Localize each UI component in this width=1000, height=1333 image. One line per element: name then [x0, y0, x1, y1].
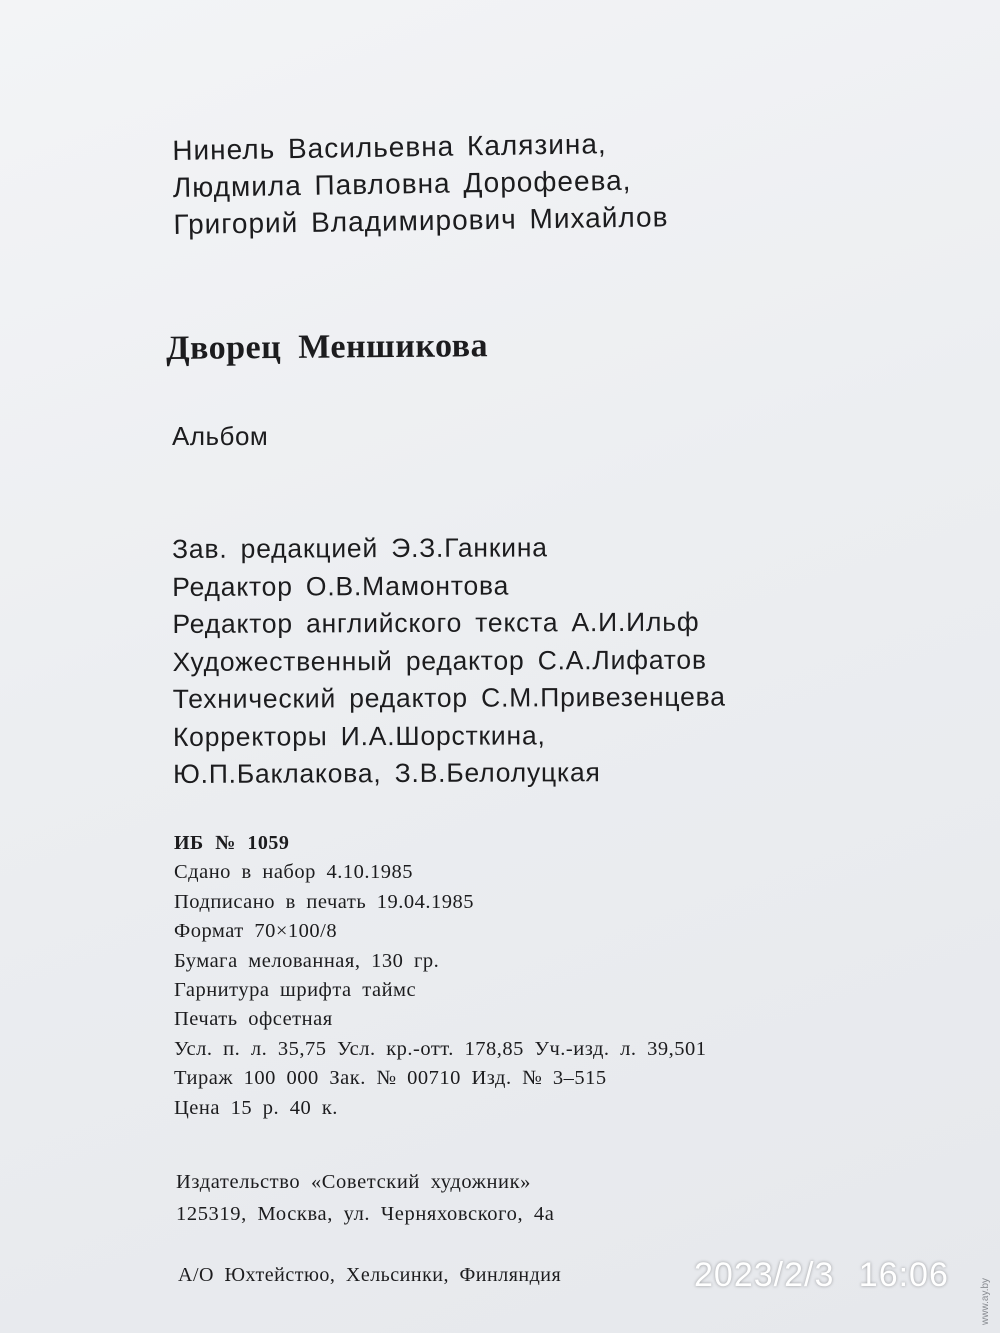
- credit-line: Ю.П.Баклакова, З.В.Белолуцкая: [172, 757, 601, 789]
- imprint-line: Сдано в набор 4.10.1985: [174, 861, 413, 884]
- printer-line: А/О Юхтейстюо, Хельсинки, Финляндия: [178, 1264, 562, 1286]
- author-1: Нинель Васильевна Калязина,: [172, 128, 607, 166]
- ib-number: ИБ № 1059: [174, 832, 290, 854]
- credit-line: Художественный редактор С.А.Лифатов: [172, 644, 707, 677]
- credit-line: Редактор О.В.Мамонтова: [172, 570, 510, 602]
- watermark: www.ay.by: [980, 1277, 991, 1325]
- imprint-line: Подписано в печать 19.04.1985: [174, 890, 475, 913]
- photo-timestamp: 2023/2/3 16:06: [694, 1256, 949, 1294]
- credits-block: [172, 529, 726, 794]
- book-subtitle: Альбом: [172, 421, 269, 451]
- imprint-line: Гарнитура шрифта таймс: [174, 979, 417, 1002]
- publisher-address: 125319, Москва, ул. Черняховского, 4а: [176, 1203, 555, 1225]
- imprint-line: Цена 15 р. 40 к.: [174, 1096, 338, 1119]
- author-3: Григорий Владимирович Михайлов: [173, 201, 669, 240]
- imprint-line: Тираж 100 000 Зак. № 00710 Изд. № 3–515: [174, 1067, 607, 1090]
- credit-line: Зав. редакцией Э.З.Ганкина: [172, 532, 548, 564]
- imprint-block: [174, 829, 707, 1123]
- author-2: Людмила Павловна Дорофеева,: [172, 164, 632, 203]
- imprint-line: Бумага мелованная, 130 гр.: [174, 949, 440, 972]
- imprint-line: Печать офсетная: [174, 1008, 333, 1031]
- imprint-line: Формат 70×100/8: [174, 920, 338, 943]
- imprint-line: Усл. п. л. 35,75 Усл. кр.-отт. 178,85 Уч.-изд. л. 39,501: [174, 1037, 707, 1060]
- credit-line: Корректоры И.А.Шорсткина,: [172, 719, 546, 752]
- book-title: Дворец Меншикова: [166, 327, 489, 367]
- publisher-block: [176, 1166, 554, 1230]
- publisher-name: Издательство «Советский художник»: [176, 1171, 532, 1193]
- authors-block: [172, 124, 669, 243]
- credit-line: Редактор английского текста А.И.Ильф: [172, 606, 700, 639]
- credit-line: Технический редактор С.М.Привезенцева: [172, 681, 726, 714]
